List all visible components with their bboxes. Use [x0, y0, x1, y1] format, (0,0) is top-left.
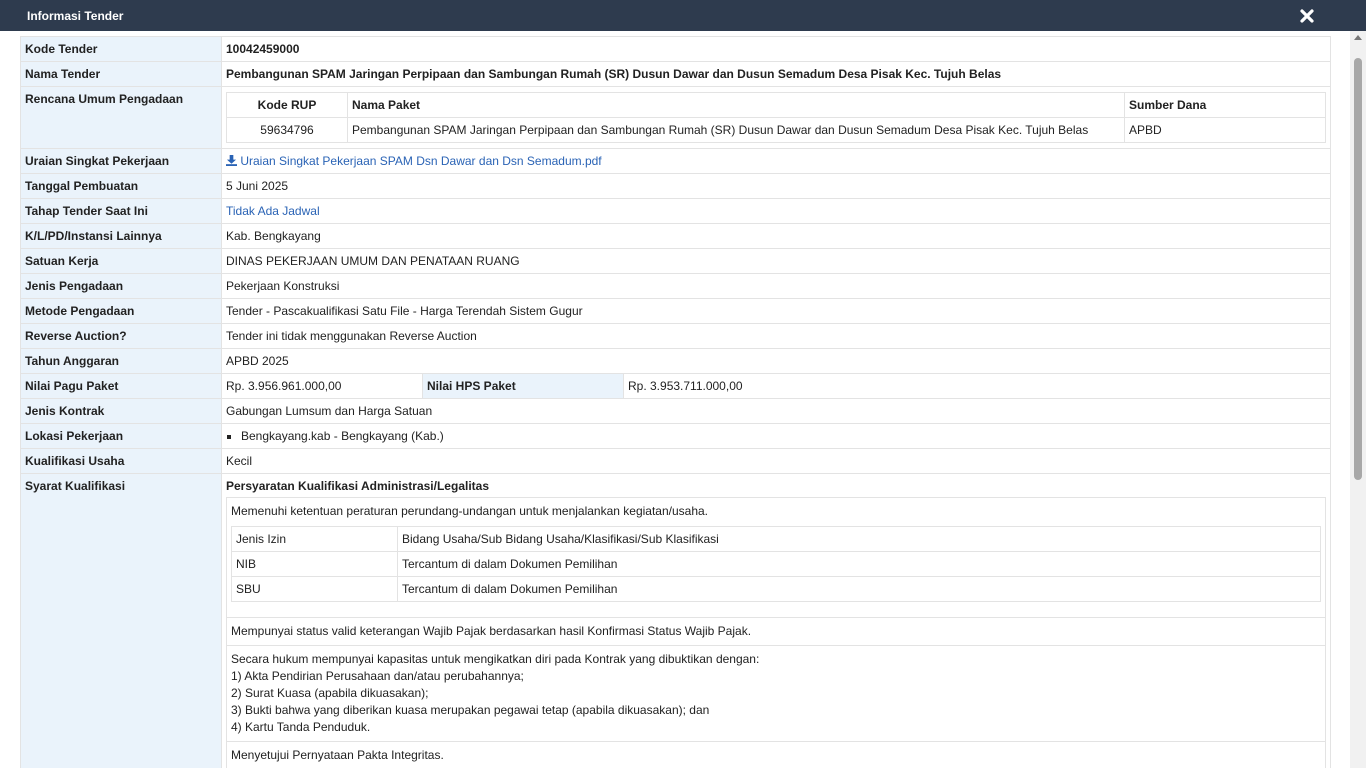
modal-header: [0, 0, 1366, 31]
close-icon[interactable]: [1299, 8, 1315, 24]
rup-header-nama: Nama Paket: [348, 93, 1125, 118]
value-jenis-pengadaan: Pekerjaan Konstruksi: [222, 274, 1331, 299]
syarat-item-3-line: 2) Surat Kuasa (apabila dikuasakan);: [231, 686, 429, 700]
rup-header-sumber: Sumber Dana: [1125, 93, 1326, 118]
row-metode: [21, 299, 1331, 324]
syarat-item-1-text: Memenuhi ketentuan peraturan perundang-undangan untuk menjalankan kegiatan/usaha.: [231, 504, 709, 518]
value-nama-tender: Pembangunan SPAM Jaringan Perpipaan dan Sambungan Rumah (SR) Dusun Dawar dan Dusun Semadum Desa Pisak Kec. Tujuh Belas: [222, 62, 1331, 87]
row-uraian: [21, 149, 1331, 174]
izin-table: [231, 526, 1321, 602]
row-tahun: [21, 349, 1331, 374]
label-reverse: Reverse Auction?: [21, 324, 222, 349]
row-kode-tender: [21, 37, 1331, 62]
row-nama-tender: [21, 62, 1331, 87]
label-hps: Nilai HPS Paket: [423, 374, 624, 398]
scrollbar-thumb[interactable]: [1354, 58, 1362, 480]
table-row: [232, 552, 1321, 577]
label-syarat: Syarat Kualifikasi: [21, 474, 222, 768]
syarat-item-3-line: 1) Akta Pendirian Perusahaan dan/atau perubahannya;: [231, 669, 524, 683]
value-satker: DINAS PEKERJAAN UMUM DAN PENATAAN RUANG: [222, 249, 1331, 274]
download-icon: [226, 155, 237, 166]
syarat-item-2: Mempunyai status valid keterangan Wajib Pajak berdasarkan hasil Konfirmasi Status Wajib Pajak.: [227, 618, 1325, 646]
row-jenis-kontrak: [21, 399, 1331, 424]
value-jenis-kontrak: Gabungan Lumsum dan Harga Satuan: [222, 399, 1331, 424]
uraian-cell: [222, 149, 1331, 174]
syarat-cell: [222, 474, 1331, 768]
syarat-item-1: [227, 498, 1325, 618]
label-nama-tender: Nama Tender: [21, 62, 222, 87]
row-reverse: [21, 324, 1331, 349]
pagu-cell: [222, 374, 1331, 399]
syarat-item-3-line: 3) Bukti bahwa yang diberikan kuasa merupakan pegawai tetap (apabila dikuasakan); dan: [231, 703, 710, 717]
label-uraian: Uraian Singkat Pekerjaan: [21, 149, 222, 174]
syarat-list: [226, 497, 1326, 768]
value-tanggal: 5 Juni 2025: [222, 174, 1331, 199]
syarat-item-3-line: 4) Kartu Tanda Penduduk.: [231, 720, 371, 734]
syarat-item-3-line: Secara hukum mempunyai kapasitas untuk mengikatkan diri pada Kontrak yang dibuktikan dengan:: [231, 652, 760, 666]
label-lokasi: Lokasi Pekerjaan: [21, 424, 222, 449]
rup-nama: Pembangunan SPAM Jaringan Perpipaan dan Sambungan Rumah (SR) Dusun Dawar dan Dusun Semadum Desa Pisak Kec. Tujuh Belas: [348, 118, 1125, 143]
rup-cell: [222, 87, 1331, 149]
modal-body[interactable]: [0, 31, 1350, 768]
row-kualifikasi: [21, 449, 1331, 474]
uraian-link-text: Uraian Singkat Pekerjaan SPAM Dsn Dawar dan Dsn Semadum.pdf: [240, 154, 602, 168]
value-kode-tender: 10042459000: [222, 37, 1331, 62]
table-row: [227, 118, 1326, 143]
rup-sumber: APBD: [1125, 118, 1326, 143]
scroll-up-icon[interactable]: [1354, 35, 1362, 40]
label-rup: Rencana Umum Pengadaan: [21, 87, 222, 149]
value-pagu: Rp. 3.956.961.000,00: [222, 374, 423, 398]
list-item: ▪ Bengkayang.kab - Bengkayang (Kab.): [241, 429, 1326, 443]
label-satker: Satuan Kerja: [21, 249, 222, 274]
label-tanggal: Tanggal Pembuatan: [21, 174, 222, 199]
label-kualifikasi: Kualifikasi Usaha: [21, 449, 222, 474]
label-tahun: Tahun Anggaran: [21, 349, 222, 374]
tahap-link[interactable]: Tidak Ada Jadwal: [226, 204, 320, 218]
lokasi-list: [226, 429, 1326, 443]
izin-jenis: SBU: [232, 577, 398, 602]
value-reverse: Tender ini tidak menggunakan Reverse Auction: [222, 324, 1331, 349]
row-tanggal: [21, 174, 1331, 199]
rup-header-kode: Kode RUP: [227, 93, 348, 118]
label-jenis-pengadaan: Jenis Pengadaan: [21, 274, 222, 299]
izin-header-bidang: Bidang Usaha/Sub Bidang Usaha/Klasifikasi/Sub Klasifikasi: [398, 527, 1321, 552]
row-rup: [21, 87, 1331, 149]
row-jenis-pengadaan: [21, 274, 1331, 299]
table-row: [232, 577, 1321, 602]
rup-kode: 59634796: [227, 118, 348, 143]
uraian-download-link[interactable]: [226, 154, 602, 168]
tahap-cell: [222, 199, 1331, 224]
izin-jenis: NIB: [232, 552, 398, 577]
row-satker: [21, 249, 1331, 274]
izin-bidang: Tercantum di dalam Dokumen Pemilihan: [398, 577, 1321, 602]
vertical-scrollbar[interactable]: [1350, 31, 1366, 768]
row-lokasi: [21, 424, 1331, 449]
label-tahap: Tahap Tender Saat Ini: [21, 199, 222, 224]
izin-bidang: Tercantum di dalam Dokumen Pemilihan: [398, 552, 1321, 577]
table-row: [232, 527, 1321, 552]
syarat-item-3: [227, 646, 1325, 742]
row-pagu: [21, 374, 1331, 399]
syarat-heading: Persyaratan Kualifikasi Administrasi/Legalitas: [226, 479, 489, 493]
izin-header-jenis: Jenis Izin: [232, 527, 398, 552]
label-klpd: K/L/PD/Instansi Lainnya: [21, 224, 222, 249]
rup-table: [226, 92, 1326, 143]
value-metode: Tender - Pascakualifikasi Satu File - Harga Terendah Sistem Gugur: [222, 299, 1331, 324]
value-kualifikasi: Kecil: [222, 449, 1331, 474]
syarat-item-4: Menyetujui Pernyataan Pakta Integritas.: [231, 748, 444, 762]
modal-title: Informasi Tender: [27, 9, 124, 23]
lokasi-cell: [222, 424, 1331, 449]
row-tahap: [21, 199, 1331, 224]
value-hps: Rp. 3.953.711.000,00: [628, 379, 743, 393]
value-tahun: APBD 2025: [222, 349, 1331, 374]
row-klpd: [21, 224, 1331, 249]
row-syarat: [21, 474, 1331, 768]
value-klpd: Kab. Bengkayang: [222, 224, 1331, 249]
label-pagu: Nilai Pagu Paket: [21, 374, 222, 399]
tender-info-table: [20, 36, 1331, 768]
label-kode-tender: Kode Tender: [21, 37, 222, 62]
label-jenis-kontrak: Jenis Kontrak: [21, 399, 222, 424]
label-metode: Metode Pengadaan: [21, 299, 222, 324]
